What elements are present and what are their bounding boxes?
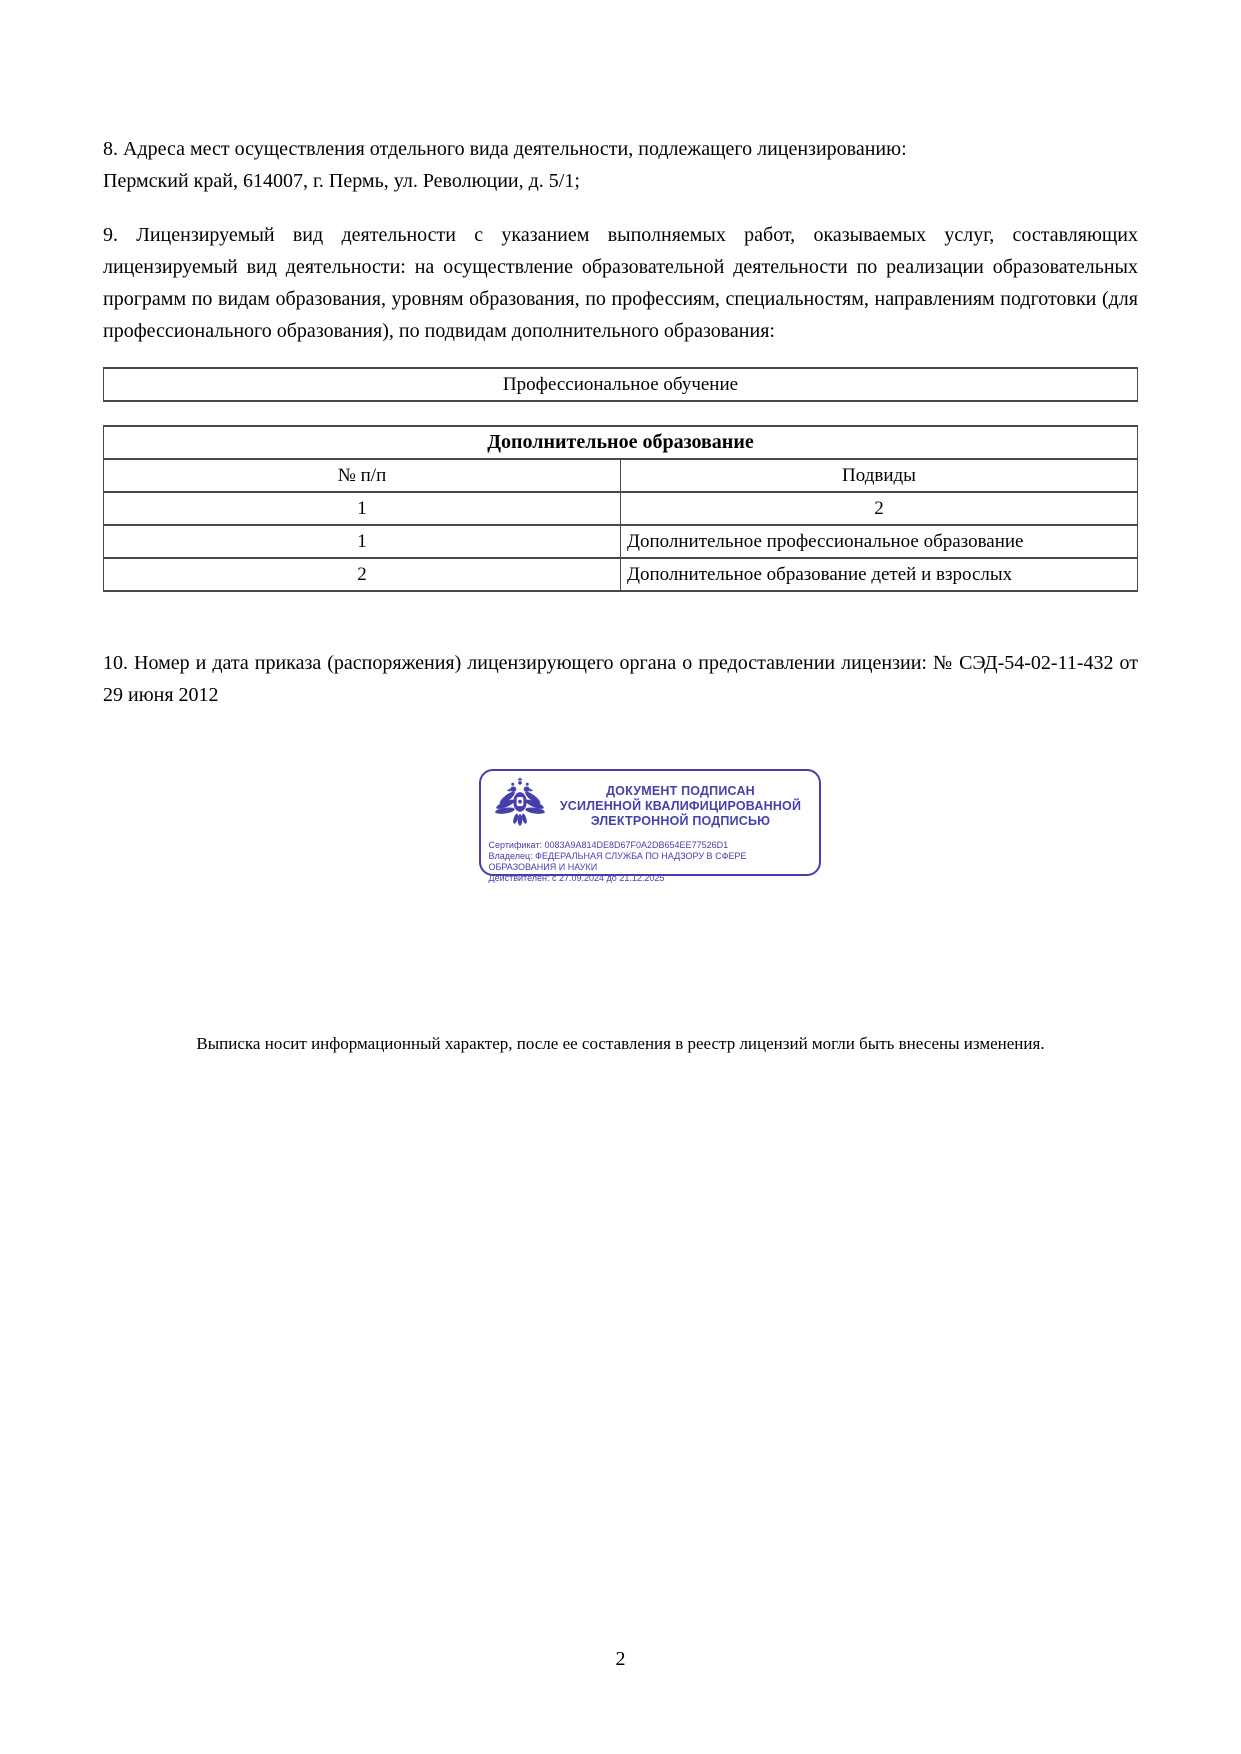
stamp-title — [551, 784, 811, 829]
paragraph-8 — [103, 133, 1138, 197]
coat-of-arms-eagle-icon — [489, 777, 551, 835]
table-column-number-row — [104, 492, 1138, 525]
stamp-certificate: Сертификат: 0083A9A814DE8D67F0A2DB654EE77526D1 — [488, 840, 729, 850]
column-number-1: 1 — [104, 492, 621, 525]
table-header-row — [104, 459, 1138, 492]
column-number-2: 2 — [621, 492, 1138, 525]
table-row — [104, 558, 1138, 591]
stamp-details — [489, 840, 811, 884]
paragraph-10: 10. Номер и дата приказа (распоряжения) лицензирующего органа о предоставлении лицензии: № СЭД-54-02-11-432 от 29 июня 2012 — [103, 652, 1138, 706]
table-row — [104, 525, 1138, 558]
row-2-num: 2 — [104, 558, 621, 591]
paragraph-9: 9. Лицензируемый вид деятельности с указанием выполняемых работ, оказываемых услуг, составляющих лицензируемый вид деятельности: на осуществление образовательной деятельности по реализации образовательных программ по видам образования, уровням образования, по профессиям, специальностям, направлениям подготовки (для профессионального образования), по подвидам дополнительного образования: — [103, 224, 1138, 342]
footer-note: Выписка носит информационный характер, после ее составления в реестр лицензий могли быть внесены изменения. — [196, 1034, 1045, 1053]
professional-training-table — [103, 367, 1138, 402]
digital-signature-stamp — [479, 769, 821, 883]
column-header-num: № п/п — [104, 459, 621, 492]
table-title-row — [104, 426, 1138, 459]
row-1-num: 1 — [104, 525, 621, 558]
table-row — [104, 368, 1138, 401]
stamp-title-line3: ЭЛЕКТРОННОЙ ПОДПИСЬЮ — [590, 813, 771, 828]
stamp-validity: Действителен: с 27.09.2024 до 21.12.2025 — [488, 873, 665, 883]
row-2-value: Дополнительное образование детей и взрослых — [621, 558, 1138, 591]
stamp-title-line1: ДОКУМЕНТ ПОДПИСАН — [606, 783, 755, 798]
additional-education-table — [103, 425, 1138, 592]
professional-training-title: Профессиональное обучение — [104, 368, 1138, 401]
paragraph-8-line2: Пермский край, 614007, г. Пермь, ул. Революции, д. 5/1; — [103, 170, 580, 192]
paragraph-8-line1: 8. Адреса мест осуществления отдельного вида деятельности, подлежащего лицензированию: — [103, 138, 907, 160]
additional-education-title: Дополнительное образование — [104, 426, 1138, 459]
stamp-top-row — [489, 777, 811, 835]
stamp-owner: Владелец: ФЕДЕРАЛЬНАЯ СЛУЖБА ПО НАДЗОРУ В СФЕРЕ ОБРАЗОВАНИЯ И НАУКИ — [488, 851, 747, 872]
stamp-title-line2: УСИЛЕННОЙ КВАЛИФИЦИРОВАННОЙ — [559, 798, 802, 813]
page-number: 2 — [615, 1648, 626, 1670]
row-1-value: Дополнительное профессиональное образование — [621, 525, 1138, 558]
column-header-subtype: Подвиды — [621, 459, 1138, 492]
